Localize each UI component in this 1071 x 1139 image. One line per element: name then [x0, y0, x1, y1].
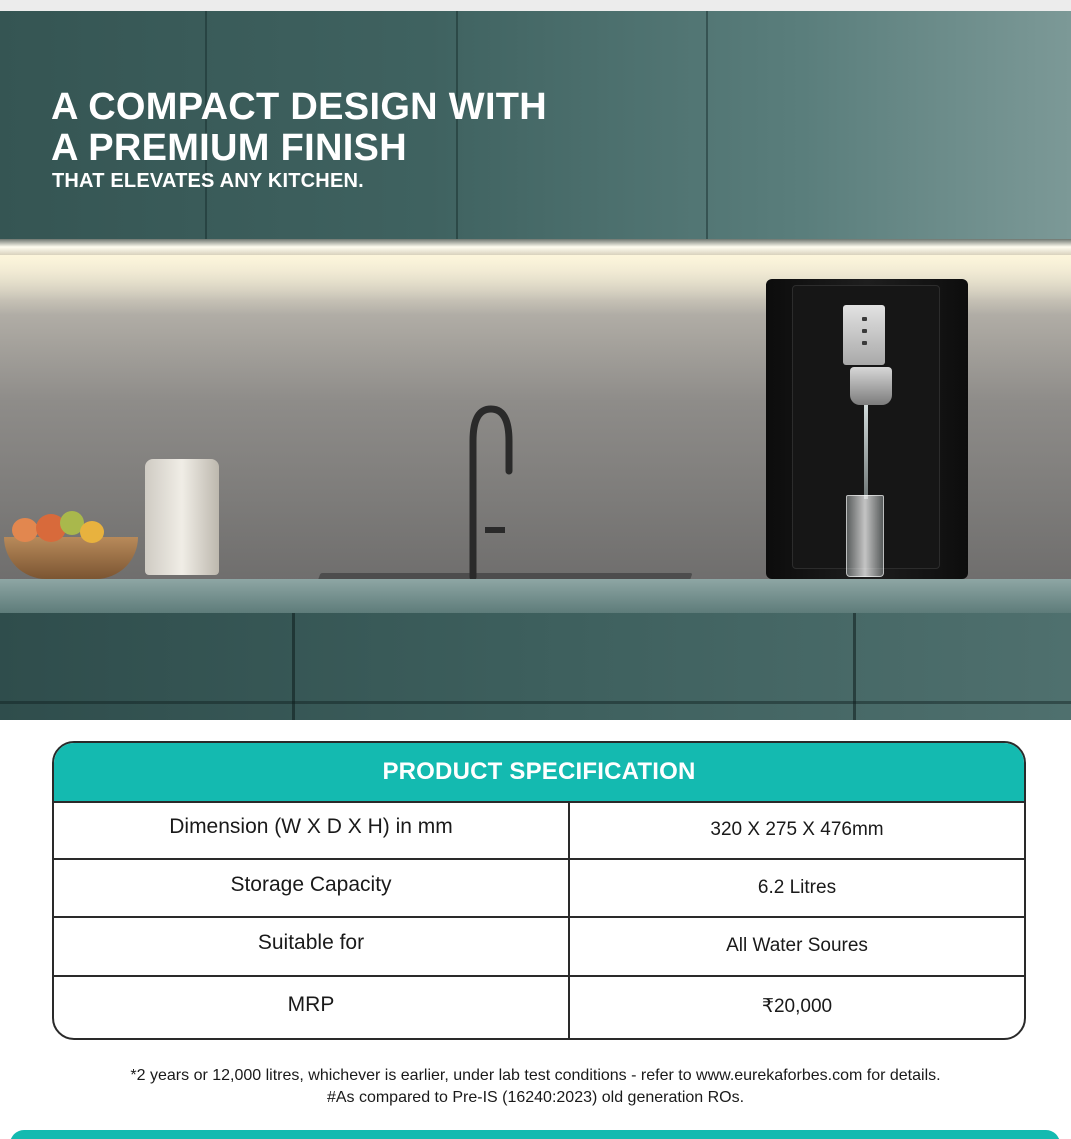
hero-title-line-2: A PREMIUM FINISH — [51, 127, 407, 169]
cabinet-seam — [706, 11, 708, 239]
spec-value: All Water Soures — [726, 935, 868, 956]
table-row — [54, 801, 1024, 858]
table-row — [54, 858, 1024, 916]
top-strip — [0, 0, 1071, 11]
product-specification-table — [52, 741, 1026, 1040]
button-icon — [862, 341, 867, 345]
faucet — [465, 401, 517, 581]
footnote-comparison: #As compared to Pre-IS (16240:2023) old generation ROs. — [326, 1089, 745, 1106]
table-row — [54, 975, 1024, 1040]
spec-value: ₹20,000 — [761, 996, 833, 1017]
water-glass — [846, 495, 884, 577]
button-icon — [862, 329, 867, 333]
hero-banner — [0, 11, 1071, 720]
under-cabinet-light — [0, 239, 1071, 255]
fruit-bowl — [4, 537, 138, 579]
dispenser-spout — [850, 367, 892, 405]
spec-value: 6.2 Litres — [757, 877, 837, 898]
spec-label: Dimension (W X D X H) in mm — [169, 815, 453, 838]
hero-title-line-1: A COMPACT DESIGN WITH — [51, 86, 548, 128]
fruit — [12, 518, 38, 542]
water-stream — [864, 405, 868, 499]
spec-header: PRODUCT SPECIFICATION — [54, 743, 1024, 801]
water-purifier — [766, 279, 968, 579]
countertop — [0, 579, 1071, 613]
bottom-accent-bar — [10, 1130, 1060, 1139]
control-panel — [843, 305, 885, 365]
hero-subtitle: THAT ELEVATES ANY KITCHEN. — [52, 170, 364, 192]
table-row — [54, 916, 1024, 975]
fruit — [80, 521, 104, 543]
button-icon — [862, 317, 867, 321]
cabinet-edge — [0, 701, 1071, 704]
kettle — [145, 459, 219, 575]
spec-label: Storage Capacity — [230, 873, 392, 896]
spec-label: Suitable for — [257, 931, 365, 954]
spec-value: 320 X 275 X 476mm — [710, 819, 884, 840]
hero-title — [51, 87, 547, 169]
footnote-warranty: *2 years or 12,000 litres, whichever is earlier, under lab test conditions - refer to www.eurekaforbes.com for details. — [130, 1067, 941, 1084]
spec-label: MRP — [287, 993, 335, 1016]
